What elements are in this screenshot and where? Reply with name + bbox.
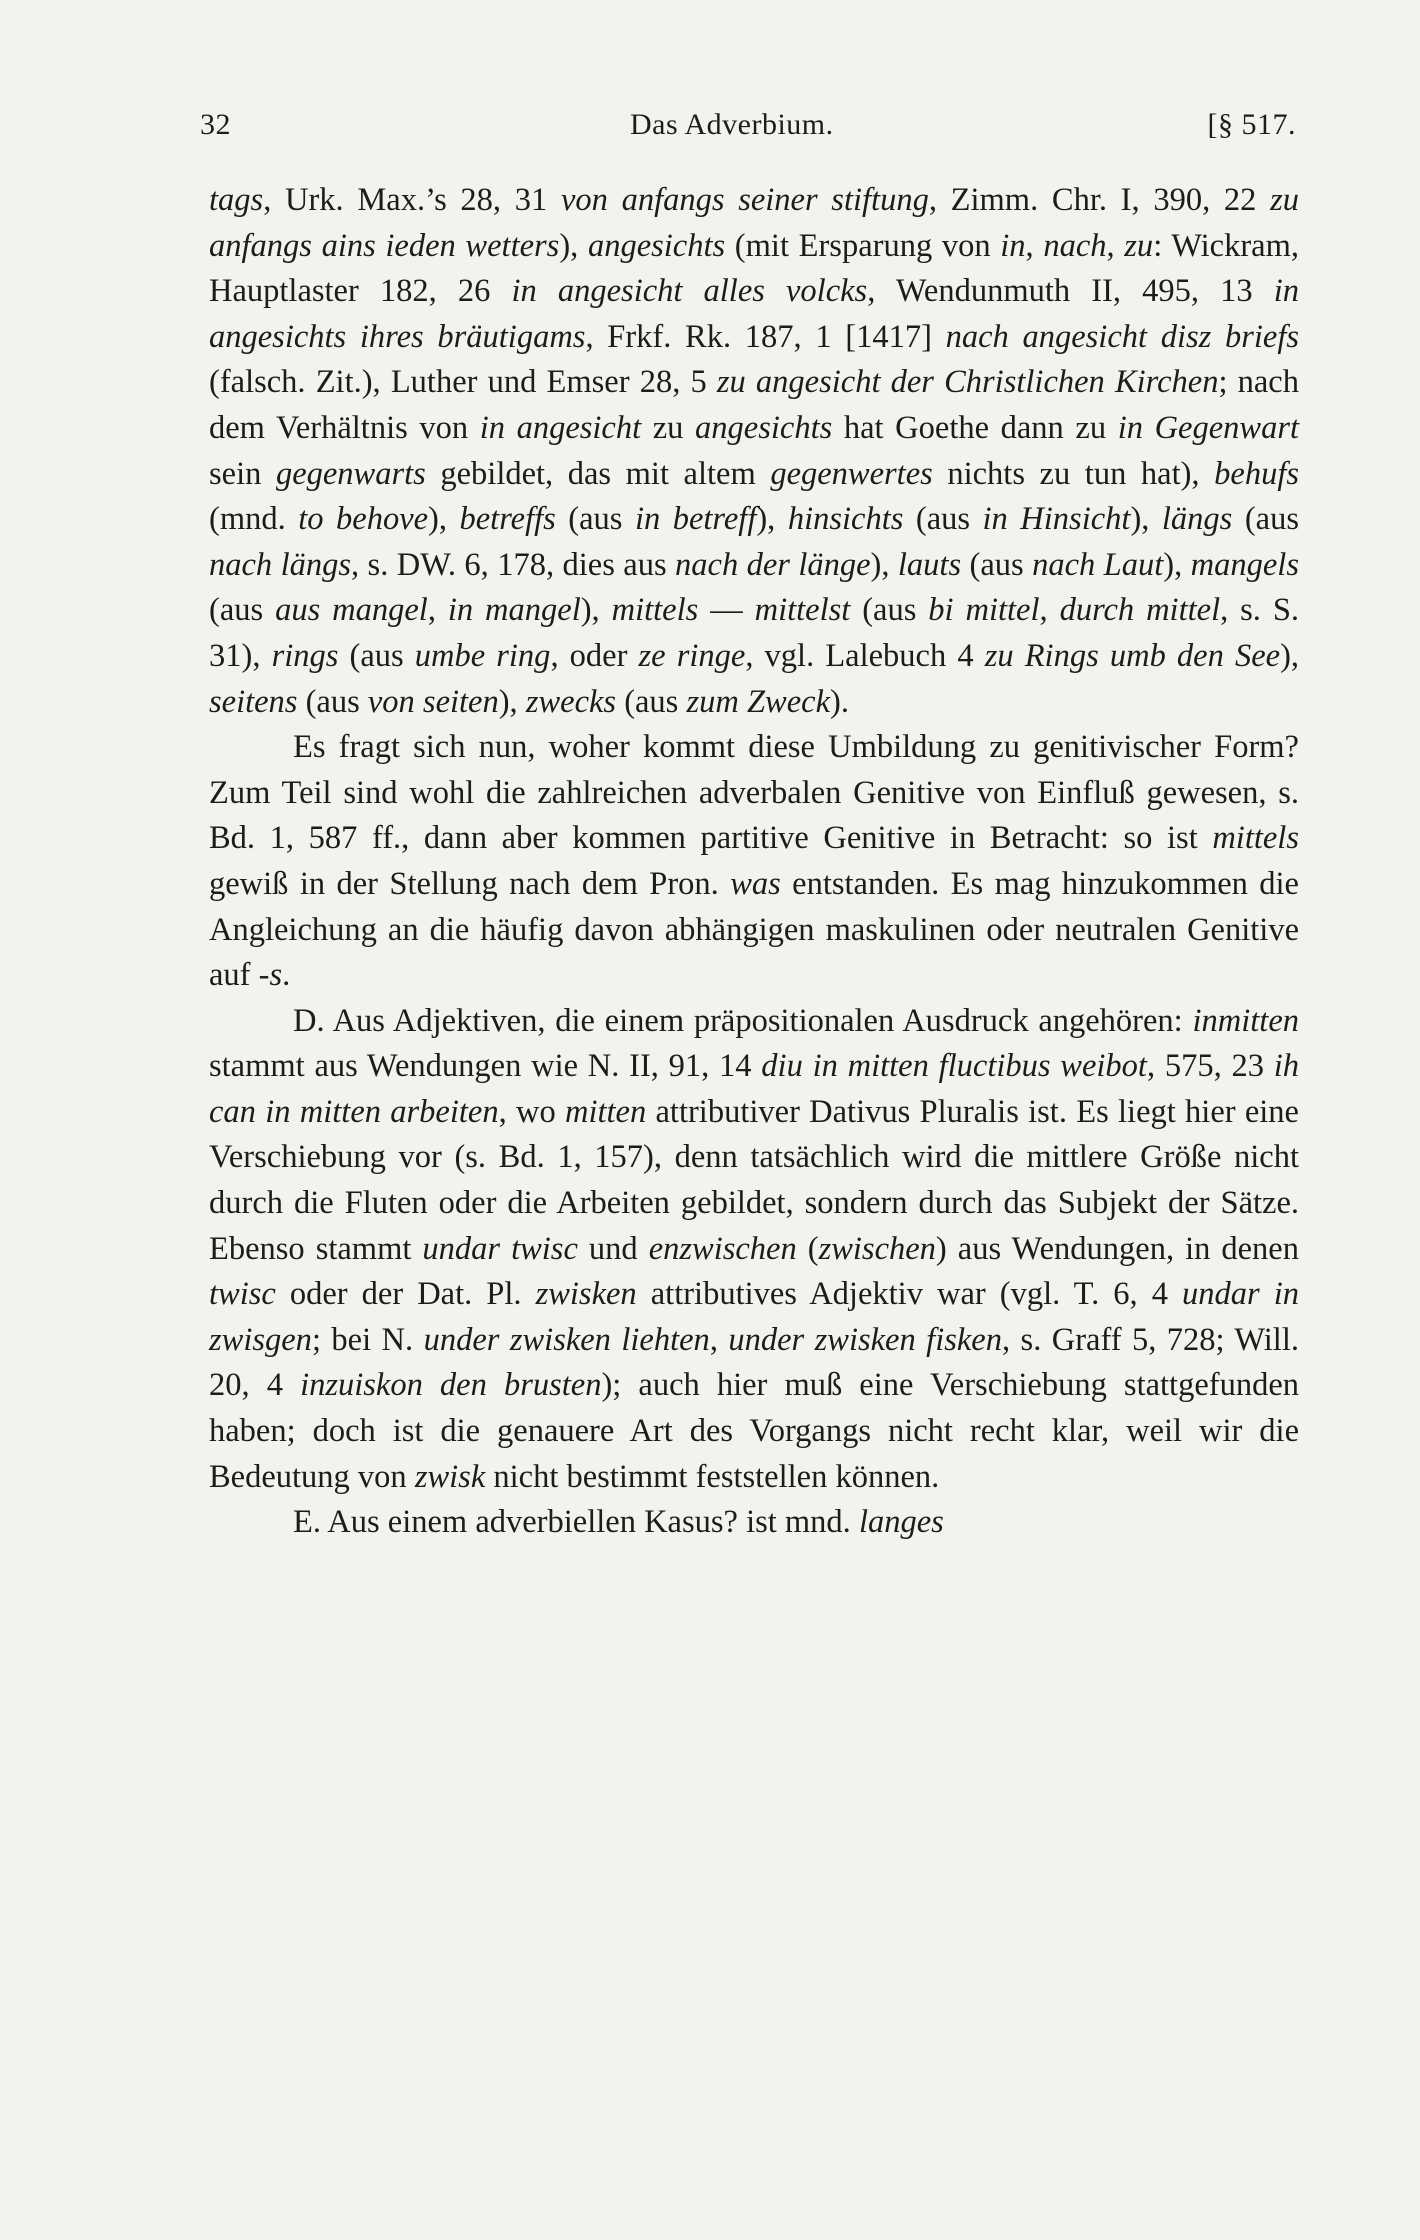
italic-term: mangels <box>1190 546 1299 583</box>
italic-term: ih can in mitten arbeiten <box>209 1048 1300 1130</box>
italic-term: undar in zwisgen <box>209 1276 1299 1358</box>
italic-term: in Hinsicht <box>982 501 1131 538</box>
italic-term: angesichts <box>587 227 726 264</box>
italic-term: durch mittel <box>1059 592 1221 629</box>
italic-term: zu angesicht der Christlichen Kirchen <box>716 364 1219 401</box>
italic-term: nach der länge <box>675 546 871 583</box>
paragraph-p4: E. Aus einem adverbiellen Kasus? ist mnd. langes <box>293 1504 944 1541</box>
paragraph-p3: D. Aus Adjektiven, die einem präpositionalen Ausdruck angehören: inmitten stammt aus Wendungen wie N. II, 91, 14 diu in mitten fluctibus weibot, 575, 23 ih can in mitten arbeiten, wo mitten attributiver Dativus Pluralis ist. Es liegt hier eine Verschiebung vor (s. Bd. 1, 157), denn tatsächlich wird die mittlere Größe nicht durch die Fluten oder die Arbeiten gebildet, sondern durch das Subjekt der Sätze. Ebenso stammt undar twisc und enzwischen (zwischen) aus Wendungen, in denen twisc oder der Dat. Pl. zwisken attributives Adjektiv war (vgl. T. 6, 4 undar in zwisgen; bei N. under zwisken liehten, under zwisken fisken, s. Graff 5, 728; Will. 20, 4 inzuiskon den brusten); auch hier muß eine Verschiebung stattgefunden haben; doch ist die genauere Art des Vorgangs nicht recht klar, weil wir die Bedeutung von zwisk nicht bestimmt feststellen können. <box>209 1002 1300 1495</box>
italic-term: inzuiskon den brusten <box>300 1367 602 1404</box>
italic-term: under zwisken liehten <box>423 1321 710 1358</box>
italic-term: twisc <box>209 1276 276 1313</box>
italic-term: mittels <box>611 592 699 629</box>
italic-term: was <box>730 865 781 902</box>
italic-term: zwisk <box>414 1458 486 1495</box>
italic-term: nach <box>1043 227 1107 264</box>
italic-term: nach angesicht disz briefs <box>945 318 1299 355</box>
italic-term: nach längs <box>209 546 352 583</box>
italic-term: in Gegenwart <box>1117 409 1299 446</box>
italic-term: zwecks <box>525 683 617 720</box>
italic-term: -s <box>258 957 283 994</box>
running-title: Das Adverbium. <box>630 108 834 141</box>
italic-term: diu in mitten fluctibus weibot <box>761 1048 1147 1085</box>
italic-term: nach Laut <box>1032 546 1164 583</box>
italic-term: zum Zweck <box>686 683 830 720</box>
italic-term: zu <box>1124 227 1154 264</box>
running-header <box>200 108 1296 156</box>
italic-term: in angesichts ihres bräutigams <box>209 273 1299 355</box>
italic-term: in <box>1000 227 1026 264</box>
italic-term: angesichts <box>695 409 833 446</box>
italic-term: in betreff <box>634 501 757 538</box>
page-number: 32 <box>200 108 231 141</box>
section-reference: [§ 517. <box>1207 108 1296 141</box>
italic-term: in angesicht <box>479 409 642 446</box>
italic-term: tags <box>209 182 264 218</box>
italic-term: von anfangs seiner stiftung <box>560 182 929 218</box>
italic-term: mittels <box>1212 820 1299 857</box>
italic-term: gegenwertes <box>770 455 933 492</box>
italic-term: undar twisc <box>422 1230 578 1267</box>
italic-term: behufs <box>1214 455 1299 492</box>
italic-term: to behove <box>298 501 429 538</box>
paragraph-p2: Es fragt sich nun, woher kommt diese Umbildung zu genitivischer Form? Zum Teil sind wohl die zahlreichen adverbalen Genitive von Einfluß gewesen, s. Bd. 1, 587 ff., dann aber kommen partitive Genitive in Betracht: so ist mittels gewiß in der Stellung nach dem Pron. was entstanden. Es mag hinzukommen die Angleichung an die häufig davon abhängigen maskulinen oder neutralen Genitive auf -s. <box>209 729 1299 994</box>
italic-term: langes <box>858 1504 944 1541</box>
italic-term: zwischen <box>818 1230 936 1267</box>
italic-term: zu anfangs ains ieden wetters <box>209 182 1299 264</box>
italic-term: inmitten <box>1192 1002 1299 1039</box>
italic-term: ze ringe <box>638 637 746 674</box>
italic-term: seitens <box>209 683 298 720</box>
italic-term: enzwischen <box>648 1230 797 1267</box>
italic-term: mittelst <box>754 592 851 629</box>
italic-term: längs <box>1161 501 1233 538</box>
body-text <box>209 178 1299 1546</box>
italic-term: zu Rings umb den See <box>984 637 1281 674</box>
italic-term: in angesicht alles volcks <box>511 273 868 310</box>
italic-term: lauts <box>897 546 962 583</box>
paragraph-p1: tags, Urk. Max.’s 28, 31 von anfangs seiner stiftung, Zimm. Chr. I, 390, 22 zu anfangs ains ieden wetters), angesichts (mit Ersparung von in, nach, zu: Wickram, Hauptlaster 182, 26 in angesicht alles volcks, Wendunmuth II, 495, 13 in angesichts ihres bräutigams, Frkf. Rk. 187, 1 [1417] nach angesicht disz briefs (falsch. Zit.), Luther und Emser 28, 5 zu angesicht der Christlichen Kirchen; nach dem Verhältnis von in angesicht zu angesichts hat Goethe dann zu in Gegenwart sein gegenwarts gebildet, das mit altem gegenwertes nichts zu tun hat), behufs (mnd. to behove), betreffs (aus in betreff), hinsichts (aus in Hinsicht), längs (aus nach längs, s. DW. 6, 178, dies aus nach der länge), lauts (aus nach Laut), mangels (aus aus mangel, in mangel), mittels — mittelst (aus bi mittel, durch mittel, s. S. 31), rings (aus umbe ring, oder ze ringe, vgl. Lalebuch 4 zu Rings umb den See), seitens (aus von seiten), zwecks (aus zum Zweck). <box>209 182 1300 720</box>
italic-term: bi mittel <box>928 592 1040 629</box>
italic-term: aus mangel <box>275 592 428 629</box>
italic-term: umbe ring <box>414 637 551 674</box>
italic-term: in mangel <box>447 592 581 629</box>
italic-term: betreffs <box>459 501 556 538</box>
italic-term: under zwisken fisken <box>728 1321 1002 1358</box>
italic-term: von seiten <box>367 683 499 720</box>
italic-term: zwisken <box>535 1276 637 1313</box>
italic-term: hinsichts <box>787 501 904 538</box>
italic-term: gegenwarts <box>275 455 426 492</box>
italic-term: mitten <box>564 1093 647 1130</box>
italic-term: rings <box>271 637 339 674</box>
